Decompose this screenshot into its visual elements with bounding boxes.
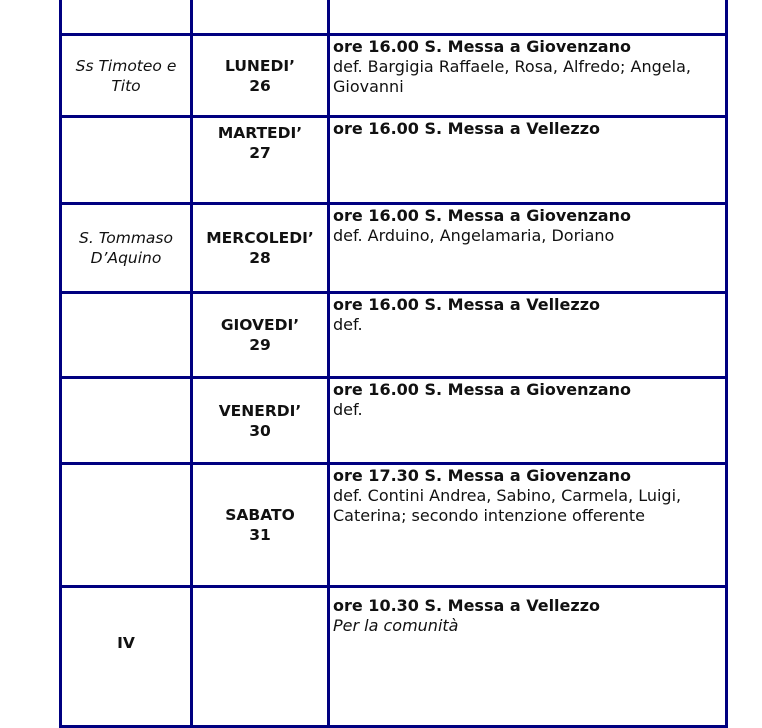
day-name: GIOVEDI’ [220,316,300,334]
saint-cell [61,378,192,464]
events-cell [329,117,727,204]
saint-cell [61,117,192,204]
events-cell-empty [329,0,727,35]
event-note: def. Bargigia Raffaele, Rosa, Alfredo; Angela, Giovanni [333,57,691,96]
day-name: MARTEDI’ [217,124,303,142]
day-cell-empty [192,0,329,35]
events-cell [329,35,727,117]
events-cell [329,293,727,378]
events-cell [329,464,727,587]
table-row-top-partial [61,0,727,35]
saint-cell [61,293,192,378]
saint-cell [61,35,192,117]
events-cell [329,204,727,293]
event-title: ore 16.00 S. Messa a Vellezzo [333,119,601,138]
liturgical-period-label: IV [117,634,135,652]
table-row [61,464,727,587]
events-cell [329,378,727,464]
liturgical-period-cell [61,587,192,727]
day-cell [192,117,329,204]
day-number: 31 [249,526,271,544]
day-number: 26 [249,76,271,95]
event-note: def. Arduino, Angelamaria, Doriano [333,226,615,245]
day-number: 28 [249,249,271,267]
day-number: 30 [249,421,271,440]
event-title: ore 16.00 S. Messa a Giovenzano [333,37,631,56]
event-title: ore 16.00 S. Messa a Vellezzo [333,295,601,314]
table-row [61,293,727,378]
event-note: Per la comunità [333,616,459,635]
table-row [61,117,727,204]
day-cell [192,204,329,293]
table-row-bottom-partial [61,587,727,727]
event-title: ore 10.30 S. Messa a Vellezzo [333,596,601,615]
day-name: VENERDI’ [218,401,302,420]
event-note: def. Contini Andrea, Sabino, Carmela, Luigi, Caterina; secondo intenzione offerente [333,486,682,525]
table-row [61,378,727,464]
event-title: ore 16.00 S. Messa a Giovenzano [333,380,631,399]
day-cell-empty [192,587,329,727]
mass-schedule-table-wrapper [59,0,725,728]
day-cell [192,293,329,378]
event-title: ore 17.30 S. Messa a Giovenzano [333,466,631,485]
day-number: 27 [249,144,271,162]
event-note: def. [333,315,363,334]
mass-schedule-table [59,0,728,728]
saint-name: S. Tommaso D’Aquino [79,229,173,267]
saint-cell [61,204,192,293]
saint-cell [61,464,192,587]
event-title: ore 16.00 S. Messa a Giovenzano [333,206,631,225]
table-row [61,204,727,293]
table-row [61,35,727,117]
day-name: SABATO [225,506,295,524]
day-name: LUNEDI’ [225,56,295,75]
day-cell [192,378,329,464]
day-name: MERCOLEDI’ [206,229,314,247]
saint-name: Ss Timoteo e Tito [75,56,177,95]
event-note: def. [333,400,363,419]
day-cell [192,464,329,587]
day-number: 29 [249,336,271,354]
events-cell [329,587,727,727]
liturgical-period-cell [61,0,192,35]
day-cell [192,35,329,117]
